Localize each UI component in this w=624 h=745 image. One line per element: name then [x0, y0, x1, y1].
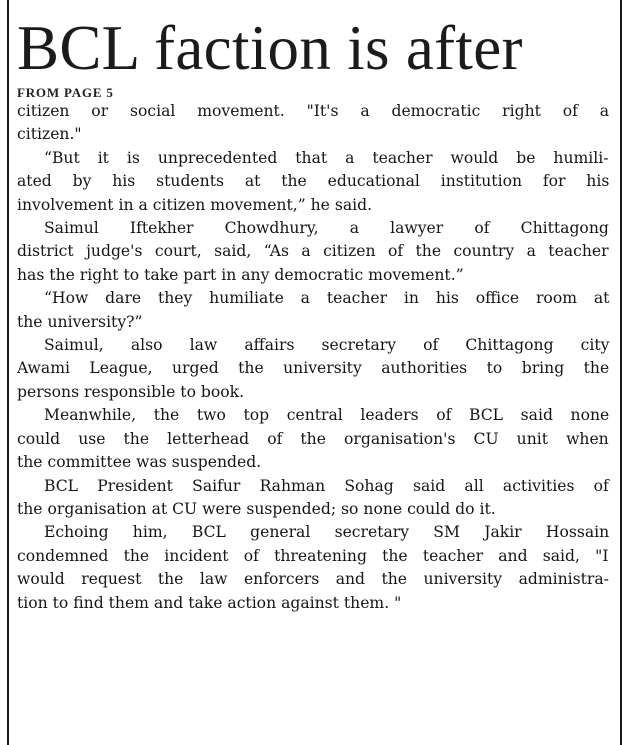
- paragraph: [17, 100, 609, 147]
- paragraph: [17, 404, 609, 474]
- text-line: citizen.": [17, 125, 82, 144]
- text-line: Saimul, also law affairs secretary of Chittagong city: [44, 336, 610, 355]
- text-line: citizen or social movement. "It's a democratic right of a: [17, 102, 610, 120]
- text-line: could use the letterhead of the organisation's CU unit when: [17, 429, 609, 448]
- text-line: condemned the incident of threatening the teacher and said, "I: [17, 546, 609, 565]
- text-line: the committee was suspended.: [17, 453, 262, 472]
- text-line: involvement in a citizen movement,” he said.: [17, 195, 373, 214]
- text-line: has the right to take part in any democratic movement.”: [17, 265, 464, 284]
- paragraph: [17, 334, 609, 404]
- text-line: “How dare they humiliate a teacher in his office room at: [44, 289, 610, 308]
- text-line: tion to find them and take action against them. ": [17, 593, 402, 612]
- text-line: Saimul Iftekher Chowdhury, a lawyer of Chittagong: [44, 219, 609, 238]
- text-line: persons responsible to book.: [17, 382, 245, 401]
- jump-line: FROM PAGE 5: [17, 85, 114, 100]
- text-line: district judge's court, said, “As a citizen of the country a teacher: [17, 242, 609, 261]
- text-line: “But it is unprecedented that a teacher would be humili-: [44, 148, 609, 167]
- text-line: the university?”: [17, 312, 143, 331]
- article-body: [17, 14, 609, 615]
- paragraph: [17, 475, 609, 522]
- headline: BCL faction is after: [17, 13, 523, 83]
- text-line: Awami League, urged the university authorities to bring the: [17, 359, 610, 378]
- paragraph: [17, 217, 609, 287]
- paragraph: [17, 287, 609, 334]
- text-line: ated by his students at the educational institution for his: [17, 172, 610, 191]
- text-line: BCL President Saifur Rahman Sohag said all activities of: [44, 476, 609, 495]
- text-line: the organisation at CU were suspended; so none could do it.: [17, 499, 496, 518]
- paragraph: [17, 147, 609, 217]
- text-line: Echoing him, BCL general secretary SM Jakir Hossain: [44, 523, 610, 542]
- column-rule-left: [7, 0, 9, 745]
- paragraph: [17, 521, 609, 615]
- text-line: Meanwhile, the two top central leaders of BCL said none: [44, 406, 610, 425]
- text-line: would request the law enforcers and the university administra-: [17, 570, 609, 589]
- column-rule-right: [620, 0, 622, 745]
